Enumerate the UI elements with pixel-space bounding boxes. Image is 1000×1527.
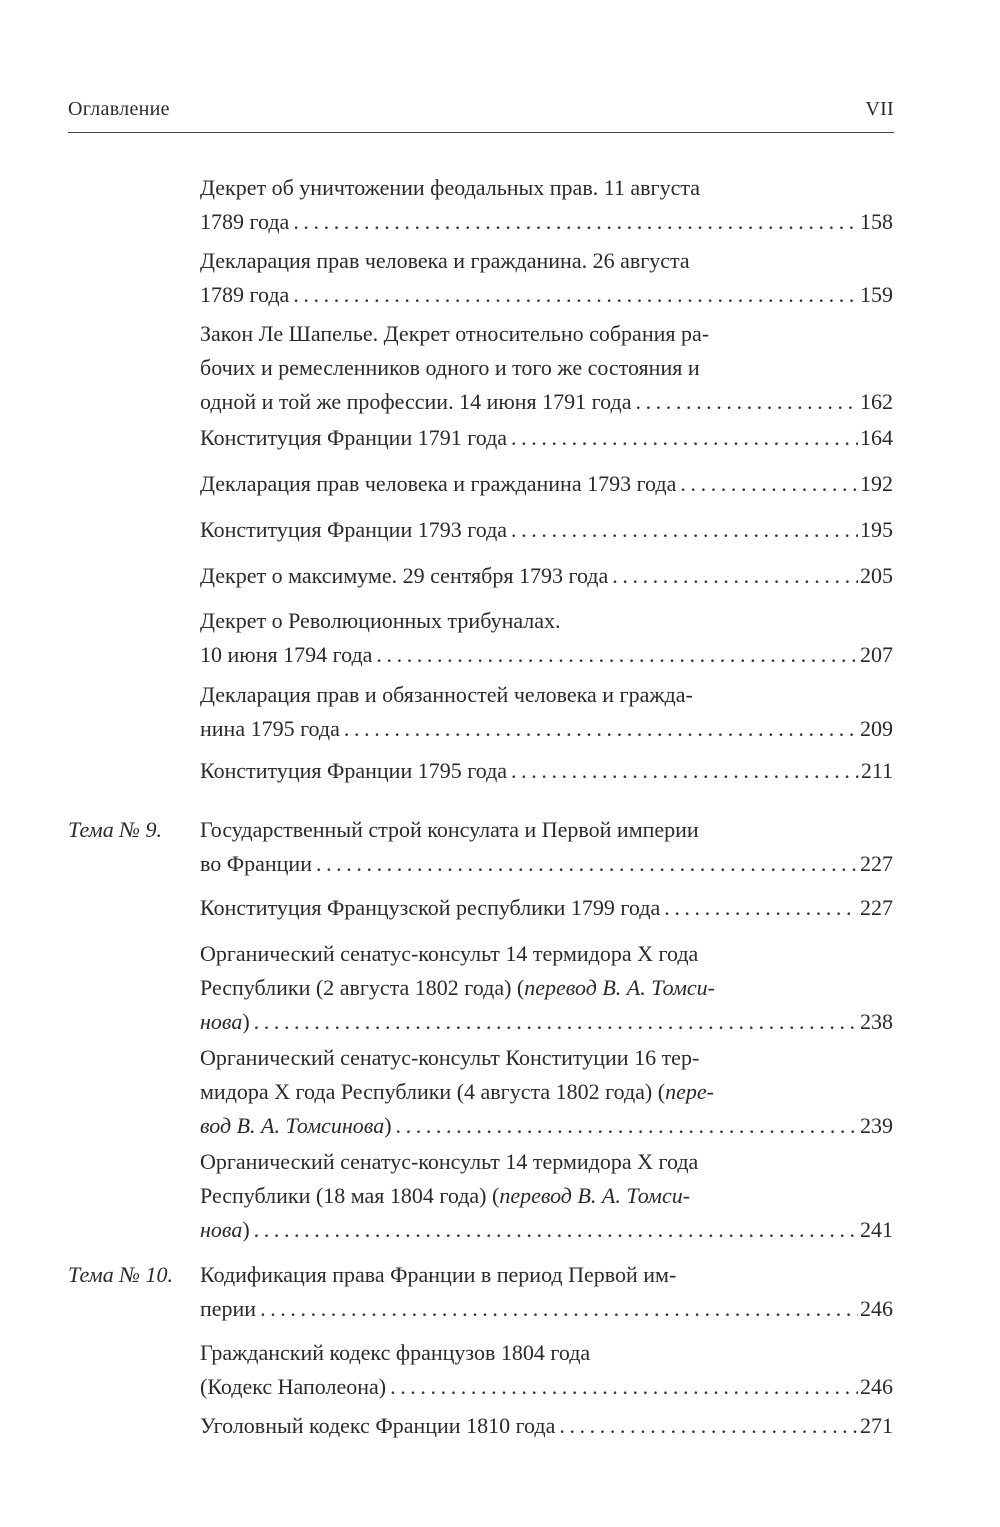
toc-page-number: 195 <box>860 517 893 542</box>
toc-page-number: 211 <box>860 758 893 783</box>
leader-dots <box>664 891 858 925</box>
toc-page-number: 241 <box>860 1217 893 1242</box>
toc-entry[interactable] <box>200 1336 893 1404</box>
toc-entry-translator: пере- <box>665 1079 714 1104</box>
toc-page-number: 227 <box>860 895 893 920</box>
leader-dots <box>680 467 858 501</box>
toc-entry-text: во Франции <box>200 851 312 876</box>
leader-dots <box>293 205 858 239</box>
toc-entry[interactable] <box>200 678 893 746</box>
toc-entry-text: Конституция Франции 1793 года <box>200 517 508 542</box>
toc-entry[interactable] <box>200 1041 893 1143</box>
toc-entry-translator: нова <box>200 1217 243 1242</box>
toc-entry-text: Конституция Французской республики 1799 года <box>200 895 661 920</box>
toc-entry-text: ) <box>242 1217 250 1242</box>
toc-page-number: 227 <box>860 851 893 876</box>
toc-page-number: 207 <box>860 642 893 667</box>
running-head <box>68 96 894 133</box>
toc-entry-text: Республики (18 мая 1804 года) ( <box>200 1183 500 1208</box>
toc-entry-text: Кодификация права Франции в период Первой им- <box>200 1262 677 1287</box>
toc-page-number: 162 <box>860 389 893 414</box>
leader-dots <box>390 1370 858 1404</box>
toc-entry-text: 1789 года <box>200 209 290 234</box>
toc-entry-text: Декларация прав и обязанностей человека и гражда- <box>200 682 693 707</box>
toc-page-number: 192 <box>860 471 893 496</box>
toc-entry-text: нина 1795 года <box>200 716 340 741</box>
toc-entry-text: Декрет о Революционных трибуналах. <box>200 608 561 633</box>
toc-page-number: 238 <box>860 1009 893 1034</box>
toc-entry-text: Государственный строй консулата и Первой империи <box>200 817 699 842</box>
toc-entry[interactable] <box>200 244 893 312</box>
toc-entry[interactable] <box>200 1409 893 1443</box>
toc-entry[interactable] <box>200 467 893 501</box>
toc-entry[interactable] <box>200 1258 893 1326</box>
toc-entry-text: Конституция Франции 1795 года <box>200 758 508 783</box>
leader-dots <box>260 1292 858 1326</box>
toc-entry-text: перии <box>200 1296 257 1321</box>
toc-entry-text: 1789 года <box>200 282 290 307</box>
leader-dots <box>612 559 858 593</box>
toc-entry[interactable] <box>200 604 893 672</box>
leader-dots <box>254 1213 858 1247</box>
toc-entry[interactable] <box>200 813 893 881</box>
toc-entry[interactable] <box>200 754 893 788</box>
toc-entry-text: ) <box>242 1009 250 1034</box>
toc-entry[interactable] <box>200 559 893 593</box>
toc-entry-text: Конституция Франции 1791 года <box>200 425 508 450</box>
toc-entry-text: одной и той же профессии. 14 июня 1791 года <box>200 389 632 414</box>
toc-entry-translator: перевод В. А. Томси- <box>524 975 715 1000</box>
toc-entry-text: Декларация прав человека и гражданина 1793 года <box>200 471 677 496</box>
toc-entry-text: Декрет об уничтожении феодальных прав. 11 августа <box>200 175 700 200</box>
topic-label-10: Тема № 10. <box>68 1262 173 1287</box>
toc-entry-text: (Кодекс Наполеона) <box>200 1374 387 1399</box>
toc-page-number: 271 <box>860 1413 893 1438</box>
page-number: VII <box>865 98 894 120</box>
toc-entry-text: Органический сенатус-консульт Конституции 16 тер- <box>200 1045 700 1070</box>
toc-entry-text: бочих и ремесленников одного и того же состояния и <box>200 355 700 380</box>
toc-entry-text: Закон Ле Шапелье. Декрет относительно собрания ра- <box>200 321 710 346</box>
leader-dots <box>635 385 858 419</box>
leader-dots <box>396 1109 858 1143</box>
toc-entry[interactable] <box>200 171 893 239</box>
toc-entry-text: Органический сенатус-консульт 14 термидора X года <box>200 941 699 966</box>
leader-dots <box>511 421 858 455</box>
toc-page-number: 158 <box>860 209 893 234</box>
toc-entry[interactable] <box>200 421 893 455</box>
toc-entry-translator: вод В. А. Томсинова <box>200 1113 385 1138</box>
toc-entry-text: Гражданский кодекс французов 1804 года <box>200 1340 591 1365</box>
toc-entry-text: Органический сенатус-консульт 14 термидора X года <box>200 1149 699 1174</box>
leader-dots <box>316 847 858 881</box>
toc-entry[interactable] <box>200 513 893 547</box>
toc-entry-text: Республики (2 августа 1802 года) ( <box>200 975 525 1000</box>
toc-entry[interactable] <box>200 891 893 925</box>
toc-page-number: 246 <box>860 1296 893 1321</box>
running-head-title: Оглавление <box>68 98 170 120</box>
topic-label-9: Тема № 9. <box>68 817 162 842</box>
toc-entry-text: 10 июня 1794 года <box>200 642 373 667</box>
toc-entry[interactable] <box>200 317 893 419</box>
toc-page-number: 246 <box>860 1374 893 1399</box>
toc-entry-text: Декрет о максимуме. 29 сентября 1793 года <box>200 563 609 588</box>
toc-entry[interactable] <box>200 1145 893 1247</box>
toc-entry-translator: нова <box>200 1009 243 1034</box>
leader-dots <box>344 712 858 746</box>
toc-entry-text: мидора X года Республики (4 августа 1802 года) ( <box>200 1079 666 1104</box>
leader-dots <box>559 1409 858 1443</box>
toc-entry-text: ) <box>384 1113 392 1138</box>
toc-page-number: 205 <box>860 563 893 588</box>
leader-dots <box>511 754 859 788</box>
leader-dots <box>376 638 858 672</box>
toc-entry-translator: перевод В. А. Томси- <box>499 1183 691 1208</box>
leader-dots <box>254 1005 858 1039</box>
toc-page-number: 164 <box>860 425 893 450</box>
toc-entry-text: Декларация прав человека и гражданина. 26 августа <box>200 248 690 273</box>
leader-dots <box>293 278 858 312</box>
toc-entry-text: Уголовный кодекс Франции 1810 года <box>200 1413 556 1438</box>
toc-entry[interactable] <box>200 937 893 1039</box>
leader-dots <box>511 513 858 547</box>
toc-page-number: 239 <box>860 1113 893 1138</box>
toc-page-number: 159 <box>860 282 893 307</box>
toc-page-number: 209 <box>860 716 893 741</box>
